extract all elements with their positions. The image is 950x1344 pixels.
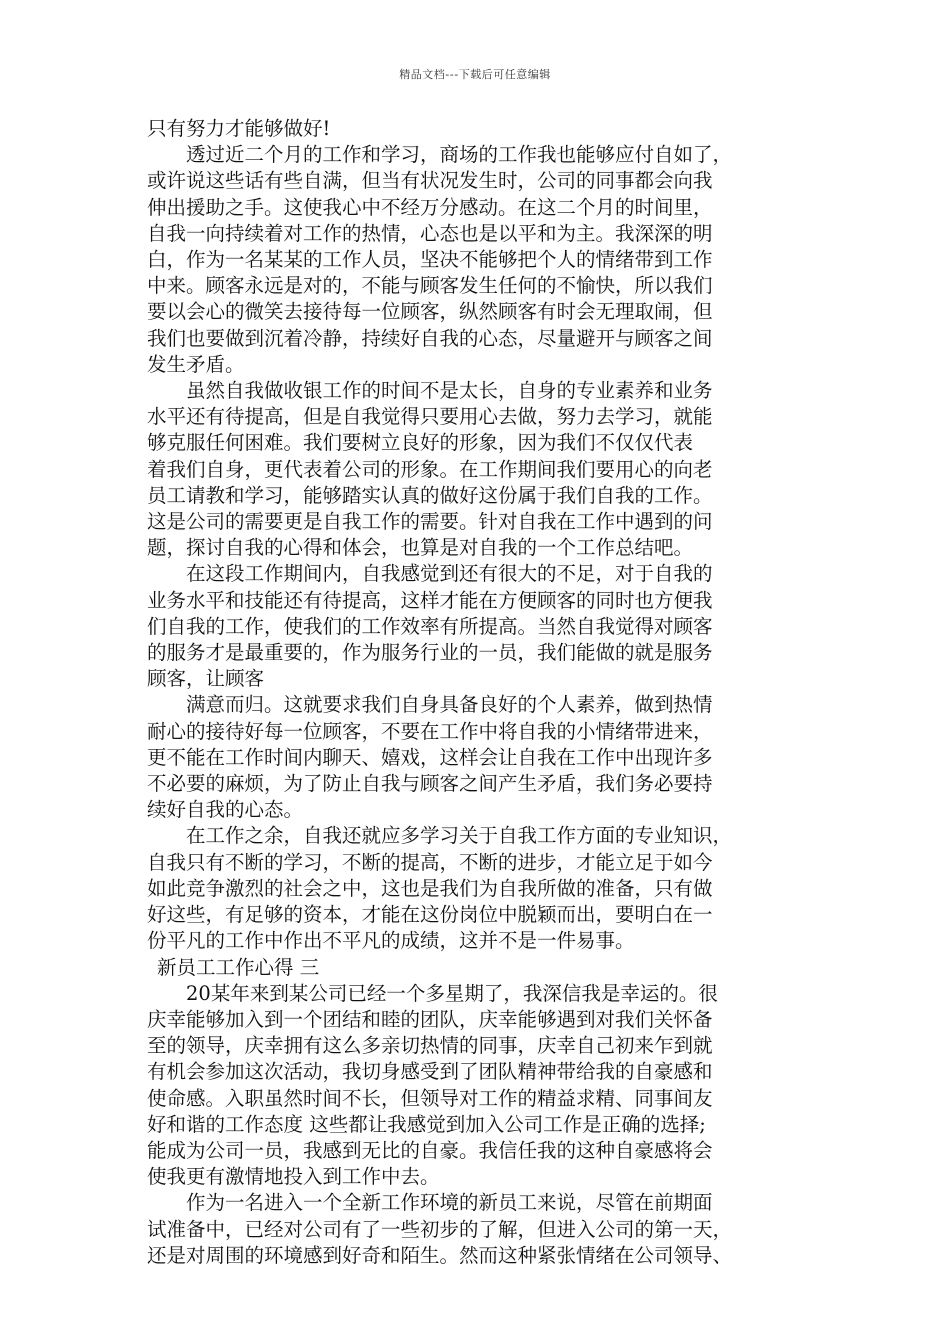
text-line: 耐心的接待好每一位顾客，不要在工作中将自我的小情绪带进来，: [147, 719, 713, 743]
text-line: 作为一名进入一个全新工作环境的新员工来说，尽管在前期面: [186, 1191, 713, 1215]
text-line: 试准备中，已经对公司有了一些初步的了解，但进入公司的第一天，: [147, 1217, 733, 1241]
text-line: 业务水平和技能还有待提高，这样才能在方便顾客的同时也方便我: [147, 588, 713, 612]
text-line: 在这段工作期间内，自我感觉到还有很大的不足，对于自我的: [186, 562, 713, 586]
text-line: 中来。顾客永远是对的，不能与顾客发生任何的不愉快，所以我们: [147, 274, 713, 298]
text-line: 要以会心的微笑去接待每一位顾客，纵然顾客有时会无理取闹，但: [147, 300, 713, 324]
text-line: 员工请教和学习，能够踏实认真的做好这份属于我们自我的工作。: [147, 483, 713, 507]
text-line: 还是对周围的环境感到好奇和陌生。然而这种紧张情绪在公司领导、: [147, 1243, 733, 1267]
text-line: 自我一向持续着对工作的热情，心态也是以平和为主。我深深的明: [147, 221, 713, 245]
text-line: 自我只有不断的学习，不断的提高，不断的进步，才能立足于如今: [147, 850, 713, 874]
text-line: 顾客，让顾客: [147, 667, 265, 691]
text-line: 在工作之余，自我还就应多学习关于自我工作方面的专业知识，: [186, 824, 733, 848]
text-line: 如此竞争激烈的社会之中，这也是我们为自我所做的准备，只有做: [147, 876, 713, 900]
text-line: 我们也要做到沉着冷静，持续好自我的心态，尽量避开与顾客之间: [147, 326, 713, 350]
text-line: 白，作为一名某某的工作人员，坚决不能够把个人的情绪带到工作: [147, 248, 713, 272]
text-line: 庆幸能够加入到一个团结和睦的团队，庆幸能够遇到对我们关怀备: [147, 1007, 713, 1031]
text-line: 发生矛盾。: [147, 352, 245, 376]
text-line: 好和谐的工作态度 这些都让我感觉到加入公司工作是正确的选择;: [147, 1112, 706, 1136]
text-line: 至的领导，庆幸拥有这么多亲切热情的同事，庆幸自己初来乍到就: [147, 1034, 713, 1058]
text-line: 能成为公司一员，我感到无比的自豪。我信任我的这种自豪感将会: [147, 1138, 713, 1162]
text-line: 水平还有待提高，但是自我觉得只要用心去做，努力去学习，就能: [147, 405, 713, 429]
text-line: 题，探讨自我的心得和体会，也算是对自我的一个工作总结吧。: [147, 536, 694, 560]
page-header: 精品文档---下载后可任意编辑: [399, 68, 551, 81]
text-line: 只有努力才能够做好!: [147, 117, 331, 140]
text-line: 满意而归。这就要求我们自身具备良好的个人素养，做到热情: [186, 693, 713, 717]
text-line: 20某年来到某公司已经一个多星期了，我深信我是幸运的。很: [186, 981, 718, 1005]
document-body: [147, 116, 807, 1269]
text-line: 或许说这些话有些自满，但当有状况发生时，公司的同事都会向我: [147, 169, 713, 193]
text-line: 份平凡的工作中作出不平凡的成绩，这并不是一件易事。: [147, 929, 635, 953]
text-line: 的服务才是最重要的，作为服务行业的一员，我们能做的就是服务: [147, 641, 713, 665]
text-line: 使我更有激情地投入到工作中去。: [147, 1165, 440, 1189]
text-line: 着我们自身，更代表着公司的形象。在工作期间我们要用心的向老: [147, 457, 713, 481]
text-line: 有机会参加这次活动，我切身感受到了团队精神带给我的自豪感和: [147, 1060, 713, 1084]
text-line: 虽然自我做收银工作的时间不是太长，自身的专业素养和业务: [186, 379, 713, 403]
text-line: 更不能在工作时间内聊天、嬉戏，这样会让自我在工作中出现许多: [147, 745, 713, 769]
text-line: 不必要的麻烦，为了防止自我与顾客之间产生矛盾，我们务必要持: [147, 772, 713, 796]
text-line: 够克服任何困难。我们要树立良好的形象，因为我们不仅仅代表: [147, 431, 694, 455]
text-line: 这是公司的需要更是自我工作的需要。针对自我在工作中遇到的问: [147, 510, 713, 534]
section-heading: 新员工工作心得 三: [157, 955, 320, 979]
text-line: 续好自我的心态。: [147, 798, 304, 822]
text-line: 好这些，有足够的资本，才能在这份岗位中脱颖而出，要明白在一: [147, 903, 713, 927]
text-line: 伸出援助之手。这使我心中不经万分感动。在这二个月的时间里，: [147, 195, 713, 219]
text-line: 透过近二个月的工作和学习，商场的工作我也能够应付自如了，: [186, 143, 733, 167]
text-line: 们自我的工作，使我们的工作效率有所提高。当然自我觉得对顾客: [147, 614, 713, 638]
text-line: 使命感。入职虽然时间不长，但领导对工作的精益求精、同事间友: [147, 1086, 713, 1110]
